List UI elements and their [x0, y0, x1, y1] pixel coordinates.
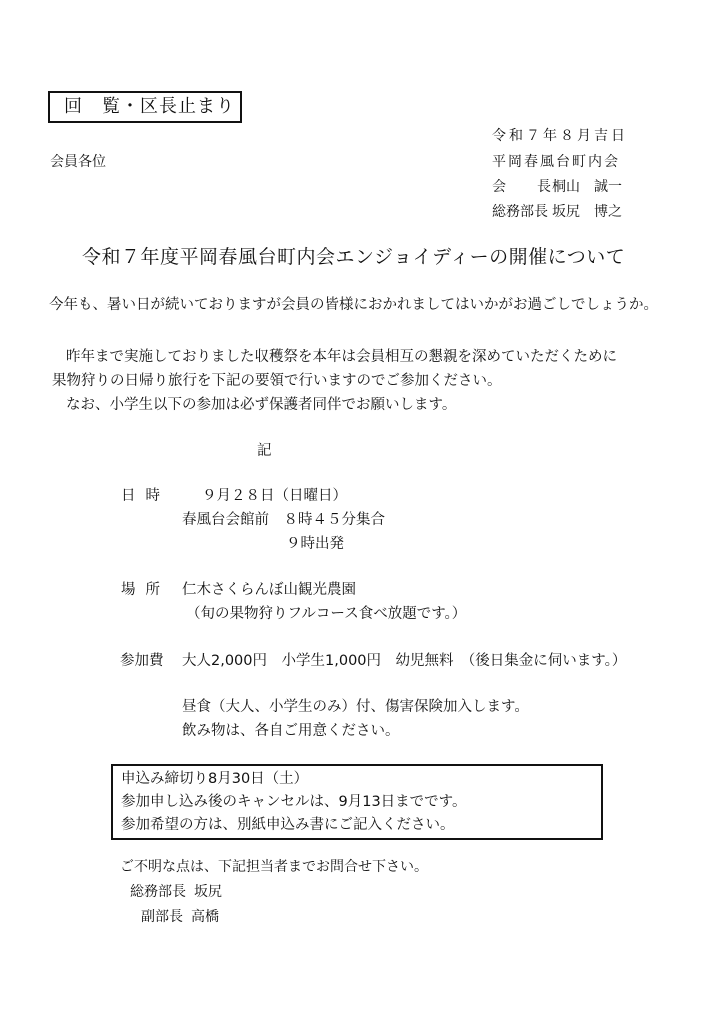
contact-intro: ご不明な点は、下記担当者までお問合せ下さい。: [120, 859, 428, 875]
application-line: 参加希望の方は、別紙申込み書にご記入ください。: [121, 817, 455, 833]
drink-note: 飲み物は、各自ご用意ください。: [182, 723, 400, 739]
fee-values: 大人2,000円 小学生1,000円 幼児無料 （後日集金に伺います。）: [182, 653, 627, 669]
paragraph-line-3: なお、小学生以下の参加は必ず保護者同伴でお願いします。: [66, 397, 457, 413]
secretary-name: 坂尻 博之: [552, 204, 622, 220]
datetime-meeting: 春風台会館前 ８時４５分集合: [182, 512, 385, 528]
circulation-label: 回 覧・区長止まり: [48, 91, 242, 123]
addressee: 会員各位: [50, 154, 106, 170]
deadline-box: [111, 764, 603, 840]
secretary-line: [492, 202, 622, 222]
lunch-note: 昼食（大人、小学生のみ）付、傷害保険加入します。: [182, 699, 529, 715]
president-name: 桐山 誠一: [552, 179, 622, 195]
ki-heading: 記: [257, 443, 272, 459]
issue-date: 令和７年８月吉日: [492, 128, 628, 144]
contact-role-2: 副部長: [141, 909, 183, 925]
contact-person-2: [141, 906, 219, 928]
paragraph-line-1: 昨年まで実施しておりました収穫祭を本年は会員相互の懇親を深めていただくために: [66, 349, 617, 365]
datetime-departure: ９時出発: [286, 536, 344, 552]
contact-name-1: 坂尻: [194, 884, 222, 900]
president-role: 会 長: [492, 179, 552, 195]
contact-name-2: 高橋: [191, 909, 219, 925]
location-label: 場所: [121, 582, 170, 598]
secretary-role: 総務部長: [492, 204, 548, 220]
association-name: 平岡春風台町内会: [492, 154, 620, 170]
fee-label: 参加費: [120, 653, 164, 669]
deadline-line: 申込み締切り8月30日（土）: [121, 771, 309, 787]
contact-role-1: 総務部長: [130, 884, 186, 900]
paragraph-line-2: 果物狩りの日帰り旅行を下記の要領で行いますのでご参加ください。: [52, 373, 502, 389]
contact-person-1: [130, 881, 222, 903]
greeting-text: 今年も、暑い日が続いておりますが会員の皆様におかれましてはいかがお過ごしでしょうか。: [49, 297, 658, 313]
location-name: 仁木さくらんぼ山観光農園: [182, 582, 356, 598]
cancellation-line: 参加申し込み後のキャンセルは、9月13日までです。: [121, 794, 467, 810]
datetime-date: ９月２８日（日曜日）: [202, 488, 347, 504]
datetime-label: 日時: [121, 488, 170, 504]
president-line: [492, 177, 622, 197]
document-title: 令和７年度平岡春風台町内会エンジョイディーの開催について: [82, 246, 626, 268]
location-note: （旬の果物狩りフルコース食べ放題です。）: [186, 606, 467, 622]
